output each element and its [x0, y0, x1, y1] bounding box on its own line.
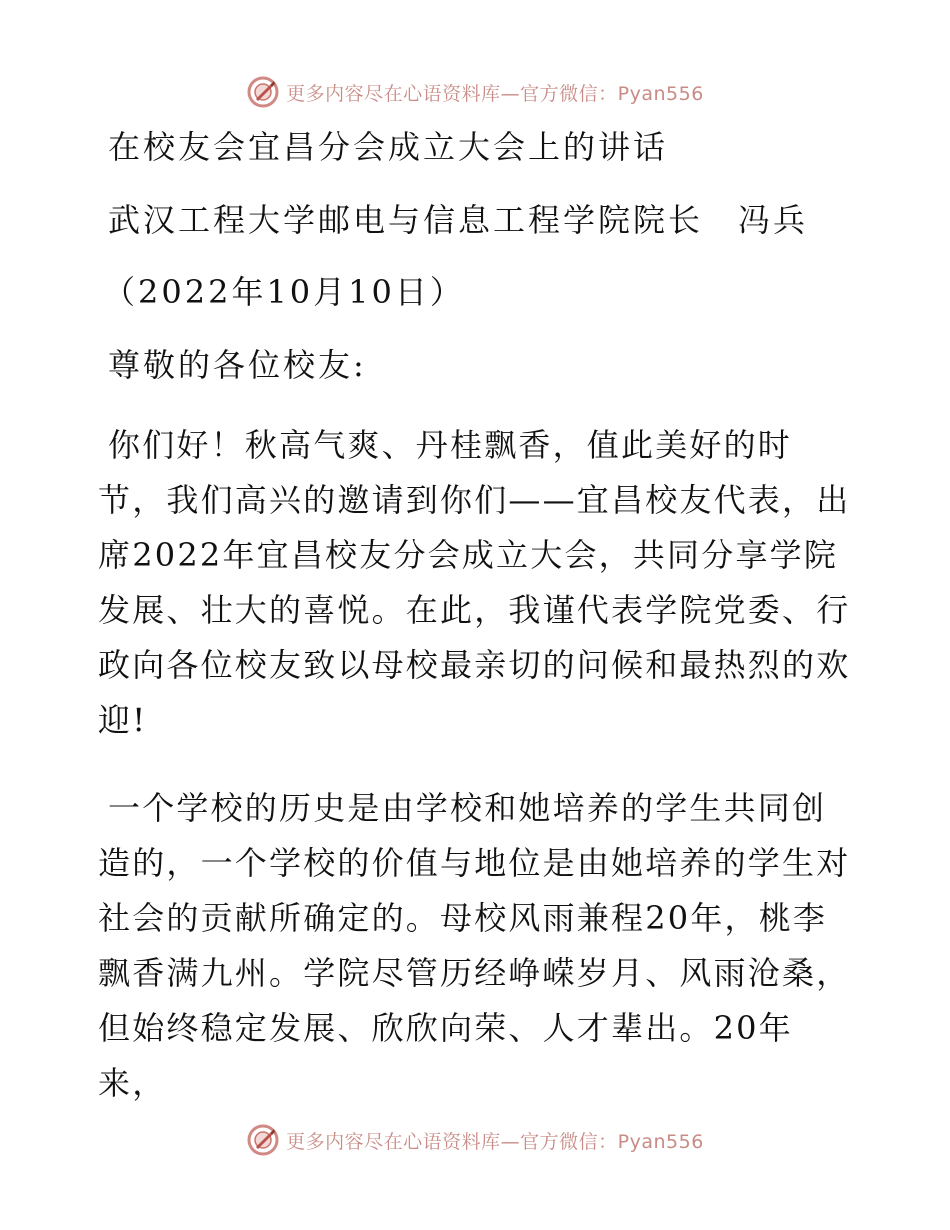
salutation: 尊敬的各位校友:	[108, 346, 367, 384]
footer-watermark-banner	[0, 1120, 950, 1160]
header-watermark-banner	[0, 72, 950, 112]
paragraph-text: 你们好！秋高气爽、丹桂飘香，值此美好的时节，我们高兴的邀请到你们——宜昌校友代表，出席2022年宜昌校友分会成立大会，共同分享学院发展、壮大的喜悦。在此，我谨代表学院党委、行政向各位校友致以母校最亲切的问候和最热烈的欢迎!	[98, 426, 851, 739]
speaker-line: 武汉工程大学邮电与信息工程学院院长 冯兵	[108, 201, 809, 239]
brand-logo-icon	[246, 1123, 280, 1157]
paragraph-greeting	[98, 418, 858, 748]
header-watermark-text: 更多内容尽在心语资料库—官方微信：Pyan556	[286, 82, 704, 105]
paragraph-text: 一个学校的历史是由学校和她培养的学生共同创造的，一个学校的价值与地位是由她培养的学生对社会的贡献所确定的。母校风雨兼程20年，桃李飘香满九州。学院尽管历经峥嵘岁月、风雨沧桑，但始终稳定发展、欣欣向荣、人才辈出。20年来，	[98, 789, 851, 1102]
paragraph-history	[98, 781, 858, 1111]
speech-date: （2022年10月10日）	[103, 273, 465, 311]
footer-watermark-text: 更多内容尽在心语资料库—官方微信：Pyan556	[286, 1130, 704, 1153]
document-title: 在校友会宜昌分会成立大会上的讲话	[108, 128, 669, 166]
brand-logo-icon	[246, 75, 280, 109]
